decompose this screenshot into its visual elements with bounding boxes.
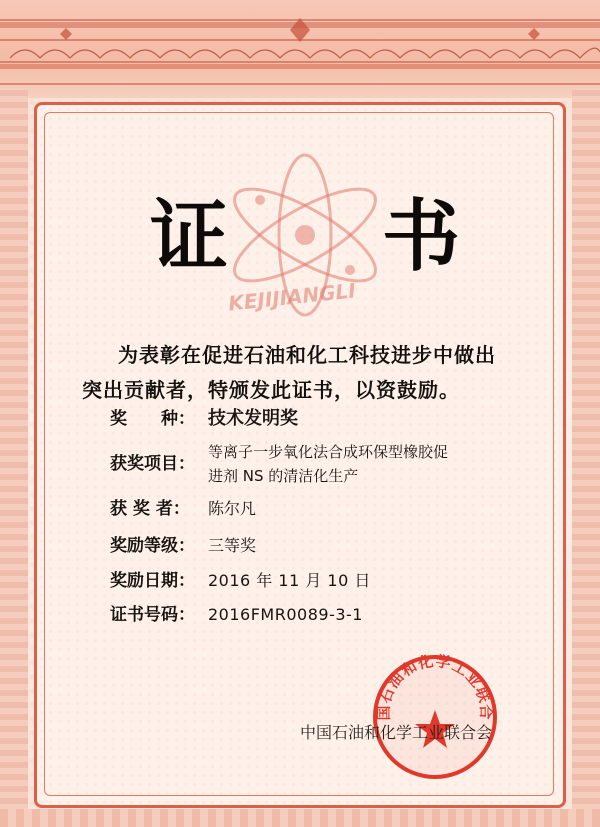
- winner-value: 陈尔凡: [208, 499, 257, 518]
- title-char-1: 证: [150, 192, 229, 282]
- award-type-label: 奖 种：: [110, 409, 195, 429]
- project-value-line-2: 进剂 NS 的清洁化生产: [208, 467, 359, 485]
- title-char-2: 书: [381, 192, 460, 282]
- award-level-row: [110, 531, 256, 556]
- award-date-value: 2016 年 11 月 10 日: [208, 571, 371, 590]
- right-decorative-border: [572, 90, 600, 827]
- intro-line-2: 突出贡献者，特颁发此证书，以资鼓励。: [82, 378, 460, 402]
- award-type-value: 技术发明奖: [208, 408, 298, 429]
- certificate-number-value: 2016FMR0089-3-1: [208, 605, 363, 624]
- project-value-line-1: 等离子一步氧化法合成环保型橡胶促: [208, 443, 449, 461]
- award-type-row: [110, 404, 298, 430]
- certificate-number-label: 证书号码：: [110, 605, 195, 625]
- award-level-value: 三等奖: [208, 536, 257, 555]
- seal-text: 国石油和化学工业联合: [374, 652, 496, 721]
- certificate-number-row: [110, 600, 363, 625]
- left-decorative-border: [0, 90, 28, 827]
- intro-paragraph: [82, 338, 552, 408]
- project-row: [110, 440, 498, 488]
- bottom-decorative-border: [0, 809, 600, 827]
- award-level-label: 奖励等级：: [110, 536, 195, 556]
- award-date-label: 奖励日期：: [110, 571, 195, 591]
- intro-line-1: 为表彰在促进石油和化工科技进步中做出: [118, 343, 496, 367]
- winner-label: 获 奖 者：: [110, 499, 190, 519]
- winner-row: [110, 494, 256, 519]
- award-date-row: [110, 566, 371, 591]
- top-decorative-border: [0, 0, 600, 98]
- project-value: [208, 440, 498, 488]
- certificate-title: [150, 192, 460, 282]
- project-label: 获奖项目：: [110, 454, 195, 474]
- issuer-name: 中国石油和化学工业联合会: [300, 723, 493, 742]
- official-seal-stamp: [370, 652, 500, 782]
- watermark-text: KEJIJIANGLI: [227, 278, 357, 316]
